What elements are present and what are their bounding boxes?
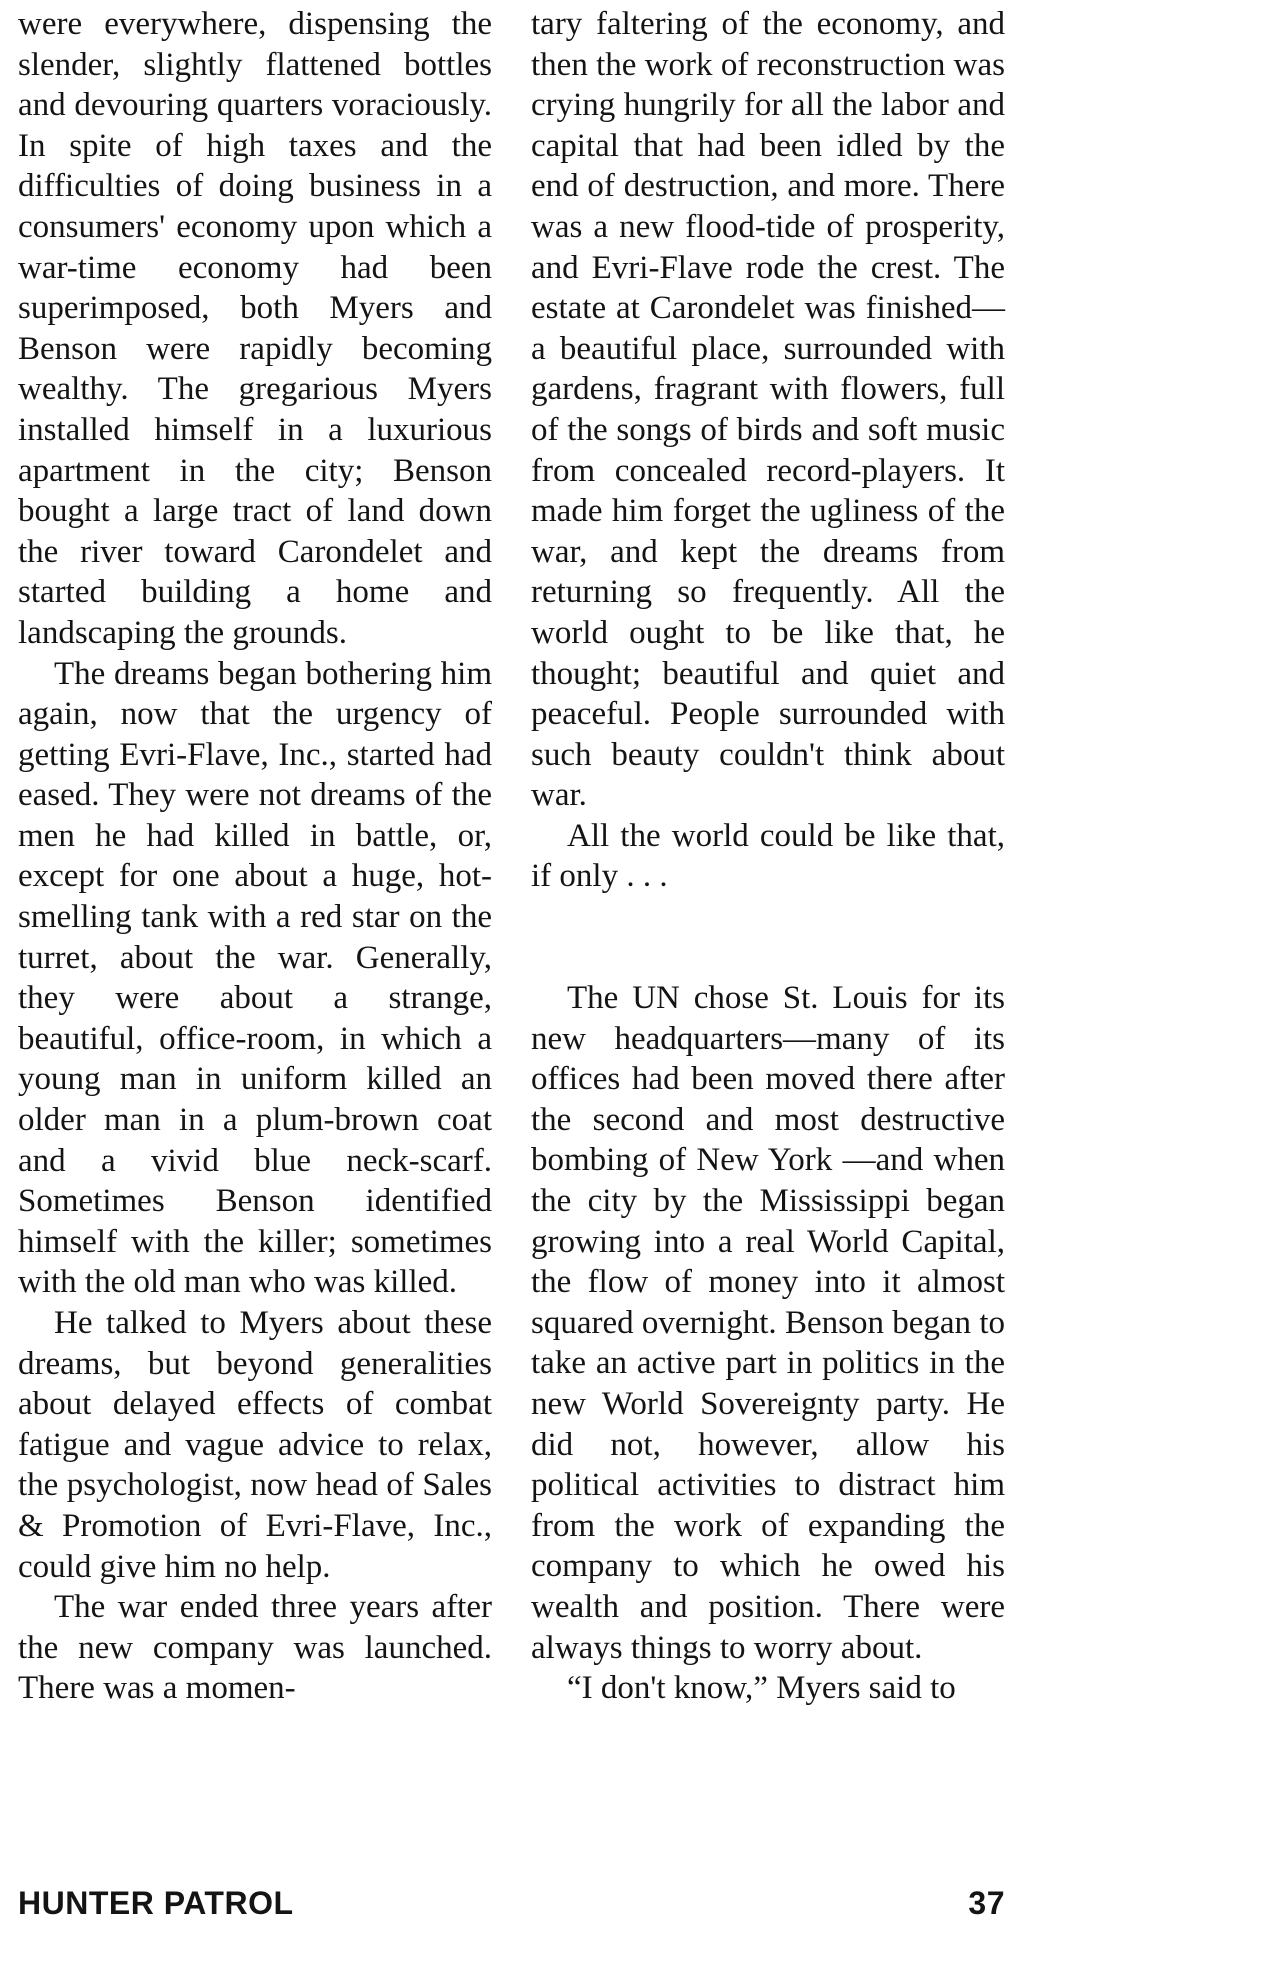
page-footer (18, 1885, 1005, 1935)
paragraph: The UN chose St. Louis for its new headquarters—many of its offices had been moved there after the second and most destructive bombing of New York —and when the city by the Mississippi began growing into a real World Capital, the flow of money into it almost squared overnight. Benson began to take an active part in politics in the new World Sovereignty party. He did not, however, allow his political activities to distract him from the work of expanding the company to which he owed his wealth and position. There were always things to worry about. (531, 980, 1005, 1666)
paragraph: “I don't know,” Myers said to (567, 1670, 956, 1707)
text-column-right (531, 4, 1005, 1709)
text-column-left (18, 4, 492, 1709)
section-break (531, 897, 1005, 978)
paragraph: All the world could be like that, if only . . . (531, 817, 1005, 895)
paragraph: He talked to Myers about these dreams, but beyond generalities about delayed effects of combat fatigue and vague advice to relax, the psychologist, now head of Sales & Promotion of Evri-Flave, Inc., could give him no help. (18, 1305, 492, 1585)
paragraph: The war ended three years after the new company was launched. There was a momen- (18, 1589, 492, 1707)
paragraph: tary faltering of the economy, and then the work of reconstruction was crying hungrily for all the labor and capital that had been idled by the end of destruction, and more. There was a new flood-tide of prosperity, and Evri-Flave rode the crest. The estate at Carondelet was finished—a beautiful place, surrounded with gardens, fragrant with flowers, full of the songs of birds and soft music from concealed record-players. It made him forget the ugliness of the war, and kept the dreams from returning so frequently. All the world ought to be like that, he thought; beautiful and quiet and peaceful. People surrounded with such beauty couldn't think about war. (531, 6, 1005, 814)
running-title: HUNTER PATROL (18, 1885, 294, 1921)
page-number: 37 (968, 1885, 1005, 1921)
paragraph: The dreams began bothering him again, now that the urgency of getting Evri-Flave, Inc., started had eased. They were not dreams of the men he had killed in battle, or, except for one about a huge, hot-smelling tank with a red star on the turret, about the war. Generally, they were about a strange, beautiful, office-room, in which a young man in uniform killed an older man in a plum-brown coat and a vivid blue neck-scarf. Sometimes Benson identified himself with the killer; sometimes with the old man who was killed. (18, 655, 492, 1301)
paragraph: were everywhere, dispensing the slender, slightly flattened bottles and devouring quarters voraciously. In spite of high taxes and the difficulties of doing business in a consumers' economy upon which a war-time economy had been superimposed, both Myers and Benson were rapidly becoming wealthy. The gregarious Myers installed himself in a luxurious apartment in the city; Benson bought a large tract of land down the river toward Carondelet and started building a home and landscaping the grounds. (18, 6, 492, 651)
